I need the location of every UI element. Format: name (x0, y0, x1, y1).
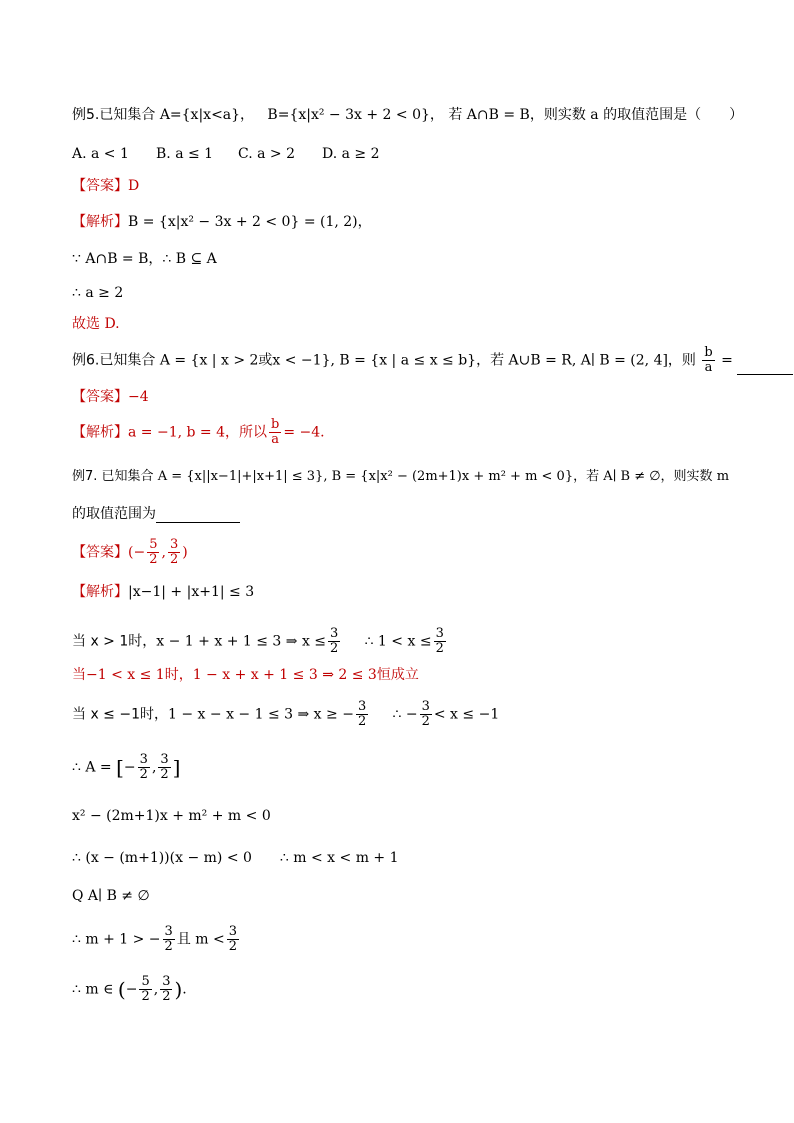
ex5-analysis-1 (72, 213, 372, 231)
ex7-factored: ∴ (x − (m+1))(x − m) < 0 ∴ m < x < m + 1 (72, 850, 399, 866)
ex5-head: 例5.已知集合 (72, 107, 156, 123)
ex7-case-3-result-frac: $\frac{3}{2}$ (421, 699, 430, 729)
ex7-condition (72, 925, 241, 954)
ex7-set-a-frac-2: $\frac{3}{2}$ (160, 752, 169, 782)
ex7-case-3-body: 1 − x − x − 1 ≤ 3 ⇒ x ≥ − (168, 706, 354, 723)
ex7-blank (156, 508, 240, 523)
ex7-answer-frac-1: $\frac{5}{2}$ (149, 537, 158, 567)
ex5-analysis-label: 【解析】 (72, 214, 128, 230)
ex7-condition-frac-2: $\frac{3}{2}$ (228, 924, 238, 954)
ex7-head: 例7. 已知集合 (72, 469, 154, 484)
ex7-inequality: x² − (2m+1)x + m² + m < 0 (72, 808, 271, 824)
ex5-set-a: A={x|x<a}， (159, 107, 255, 123)
ex7-case-3-frac: $\frac{3}{2}$ (357, 699, 367, 729)
ex7-sets: A = {x||x−1|+|x+1| ≤ 3}, B = {x|x² − (2m+1)x + m² + m < 0}，若 A∣ B ≠ ∅，则实数 m (157, 469, 730, 484)
ex7-case-1-frac: $\frac{3}{2}$ (330, 626, 339, 656)
ex7-answer (72, 538, 188, 567)
ex5-option-d: D. a ≥ 2 (322, 146, 380, 162)
ex7-answer-frac-2: $\frac{3}{2}$ (169, 537, 179, 567)
ex6-answer-label: 【答案】 (72, 389, 128, 405)
ex6-fraction: $\frac{b}{a}$ (704, 345, 713, 375)
ex5-answer (72, 177, 139, 195)
ex7-result-pre: ∴ m ∈ (72, 981, 114, 998)
ex5-options (72, 145, 380, 163)
ex7-case-1-result-frac: $\frac{3}{2}$ (435, 626, 444, 656)
ex6-analysis-end: = −4. (283, 424, 325, 441)
ex7-result-frac-2: $\frac{3}{2}$ (162, 974, 171, 1004)
ex7-condition-pre: ∴ m + 1 > − (72, 931, 161, 948)
ex7-case-1 (72, 627, 448, 656)
ex6-equals: = (721, 352, 733, 369)
ex5-question (72, 106, 743, 124)
ex5-analysis-3: ∴ a ≥ 2 (72, 285, 124, 301)
ex7-result-frac-1: $\frac{5}{2}$ (141, 974, 150, 1004)
ex7-answer-label: 【答案】 (72, 544, 128, 561)
ex7-analysis-text-0: |x−1| + |x+1| ≤ 3 (128, 584, 255, 600)
ex6-sets: A = {x | x > 2或x < −1}, B = {x | a ≤ x ≤ b}，若 A∪B = R, A∣ B = (2, 4]，则 (159, 352, 696, 369)
ex6-analysis-text: a = −1, b = 4，所以 (128, 424, 268, 441)
ex7-analysis-label: 【解析】 (72, 584, 128, 600)
ex5-set-b: B={x|x² − 3x + 2 < 0}， (267, 107, 444, 123)
ex7-case-3-result-pre: ∴ − (392, 706, 418, 723)
ex7-case-3-result-post: < x ≤ −1 (433, 706, 500, 723)
ex7-condition-mid: 且 m < (176, 931, 225, 948)
ex7-question-line2 (72, 505, 240, 523)
ex5-analysis-text-1: B = {x|x² − 3x + 2 < 0} = (1, 2)， (128, 214, 372, 230)
ex5-analysis-4: 故选 D. (72, 316, 120, 332)
ex7-answer-open: (− (128, 544, 146, 561)
ex6-head: 例6.已知集合 (72, 352, 156, 369)
ex7-set-a-frac-1: $\frac{3}{2}$ (139, 752, 148, 782)
ex5-answer-value: D (128, 178, 140, 194)
ex5-option-a: A. a < 1 (72, 146, 129, 162)
ex7-result: ∴ m ∈ (− $\frac{5}{2}$ , $\frac{3}{2}$ ). (72, 974, 187, 1004)
ex5-analysis-2: ∵ A∩B = B，∴ B ⊆ A (72, 251, 217, 267)
ex5-condition: 若 A∩B = B，则实数 a 的取值范围是（ ） (448, 107, 744, 123)
ex5-answer-label: 【答案】 (72, 178, 128, 194)
ex7-line2: 的取值范围为 (72, 506, 156, 522)
ex7-case-3 (72, 700, 499, 729)
ex6-answer (72, 388, 149, 406)
ex7-analysis-0 (72, 583, 254, 601)
ex7-nonempty: Q A∣ B ≠ ∅ (72, 888, 150, 904)
ex7-case-2: 当−1 < x ≤ 1时，1 − x + x + 1 ≤ 3 ⇒ 2 ≤ 3恒成立 (72, 667, 419, 683)
ex7-set-a: ∴ A = [− $\frac{3}{2}$ , $\frac{3}{2}$ ] (72, 752, 181, 782)
ex6-analysis (72, 418, 325, 447)
ex7-answer-comma: , (161, 544, 166, 561)
ex7-condition-frac-1: $\frac{3}{2}$ (164, 924, 173, 954)
ex5-option-c: C. a > 2 (238, 146, 295, 162)
ex7-case-1-result: ∴ 1 < x ≤ (364, 633, 432, 650)
ex7-case-1-body: x − 1 + x + 1 ≤ 3 ⇒ x ≤ (156, 633, 327, 650)
ex6-question (72, 346, 793, 375)
ex6-blank (737, 360, 793, 375)
ex7-set-a-pre: ∴ A = (72, 759, 112, 776)
ex7-case-1-pre: 当 x > 1时， (72, 633, 157, 650)
ex7-case-3-pre: 当 x ≤ −1时， (72, 706, 169, 723)
ex7-question (72, 468, 729, 486)
ex6-answer-value: −4 (128, 389, 149, 405)
ex5-option-b: B. a ≤ 1 (156, 146, 214, 162)
ex7-answer-close: ) (182, 544, 188, 561)
ex6-analysis-fraction: $\frac{b}{a}$ (271, 417, 280, 447)
ex6-analysis-label: 【解析】 (72, 424, 128, 441)
